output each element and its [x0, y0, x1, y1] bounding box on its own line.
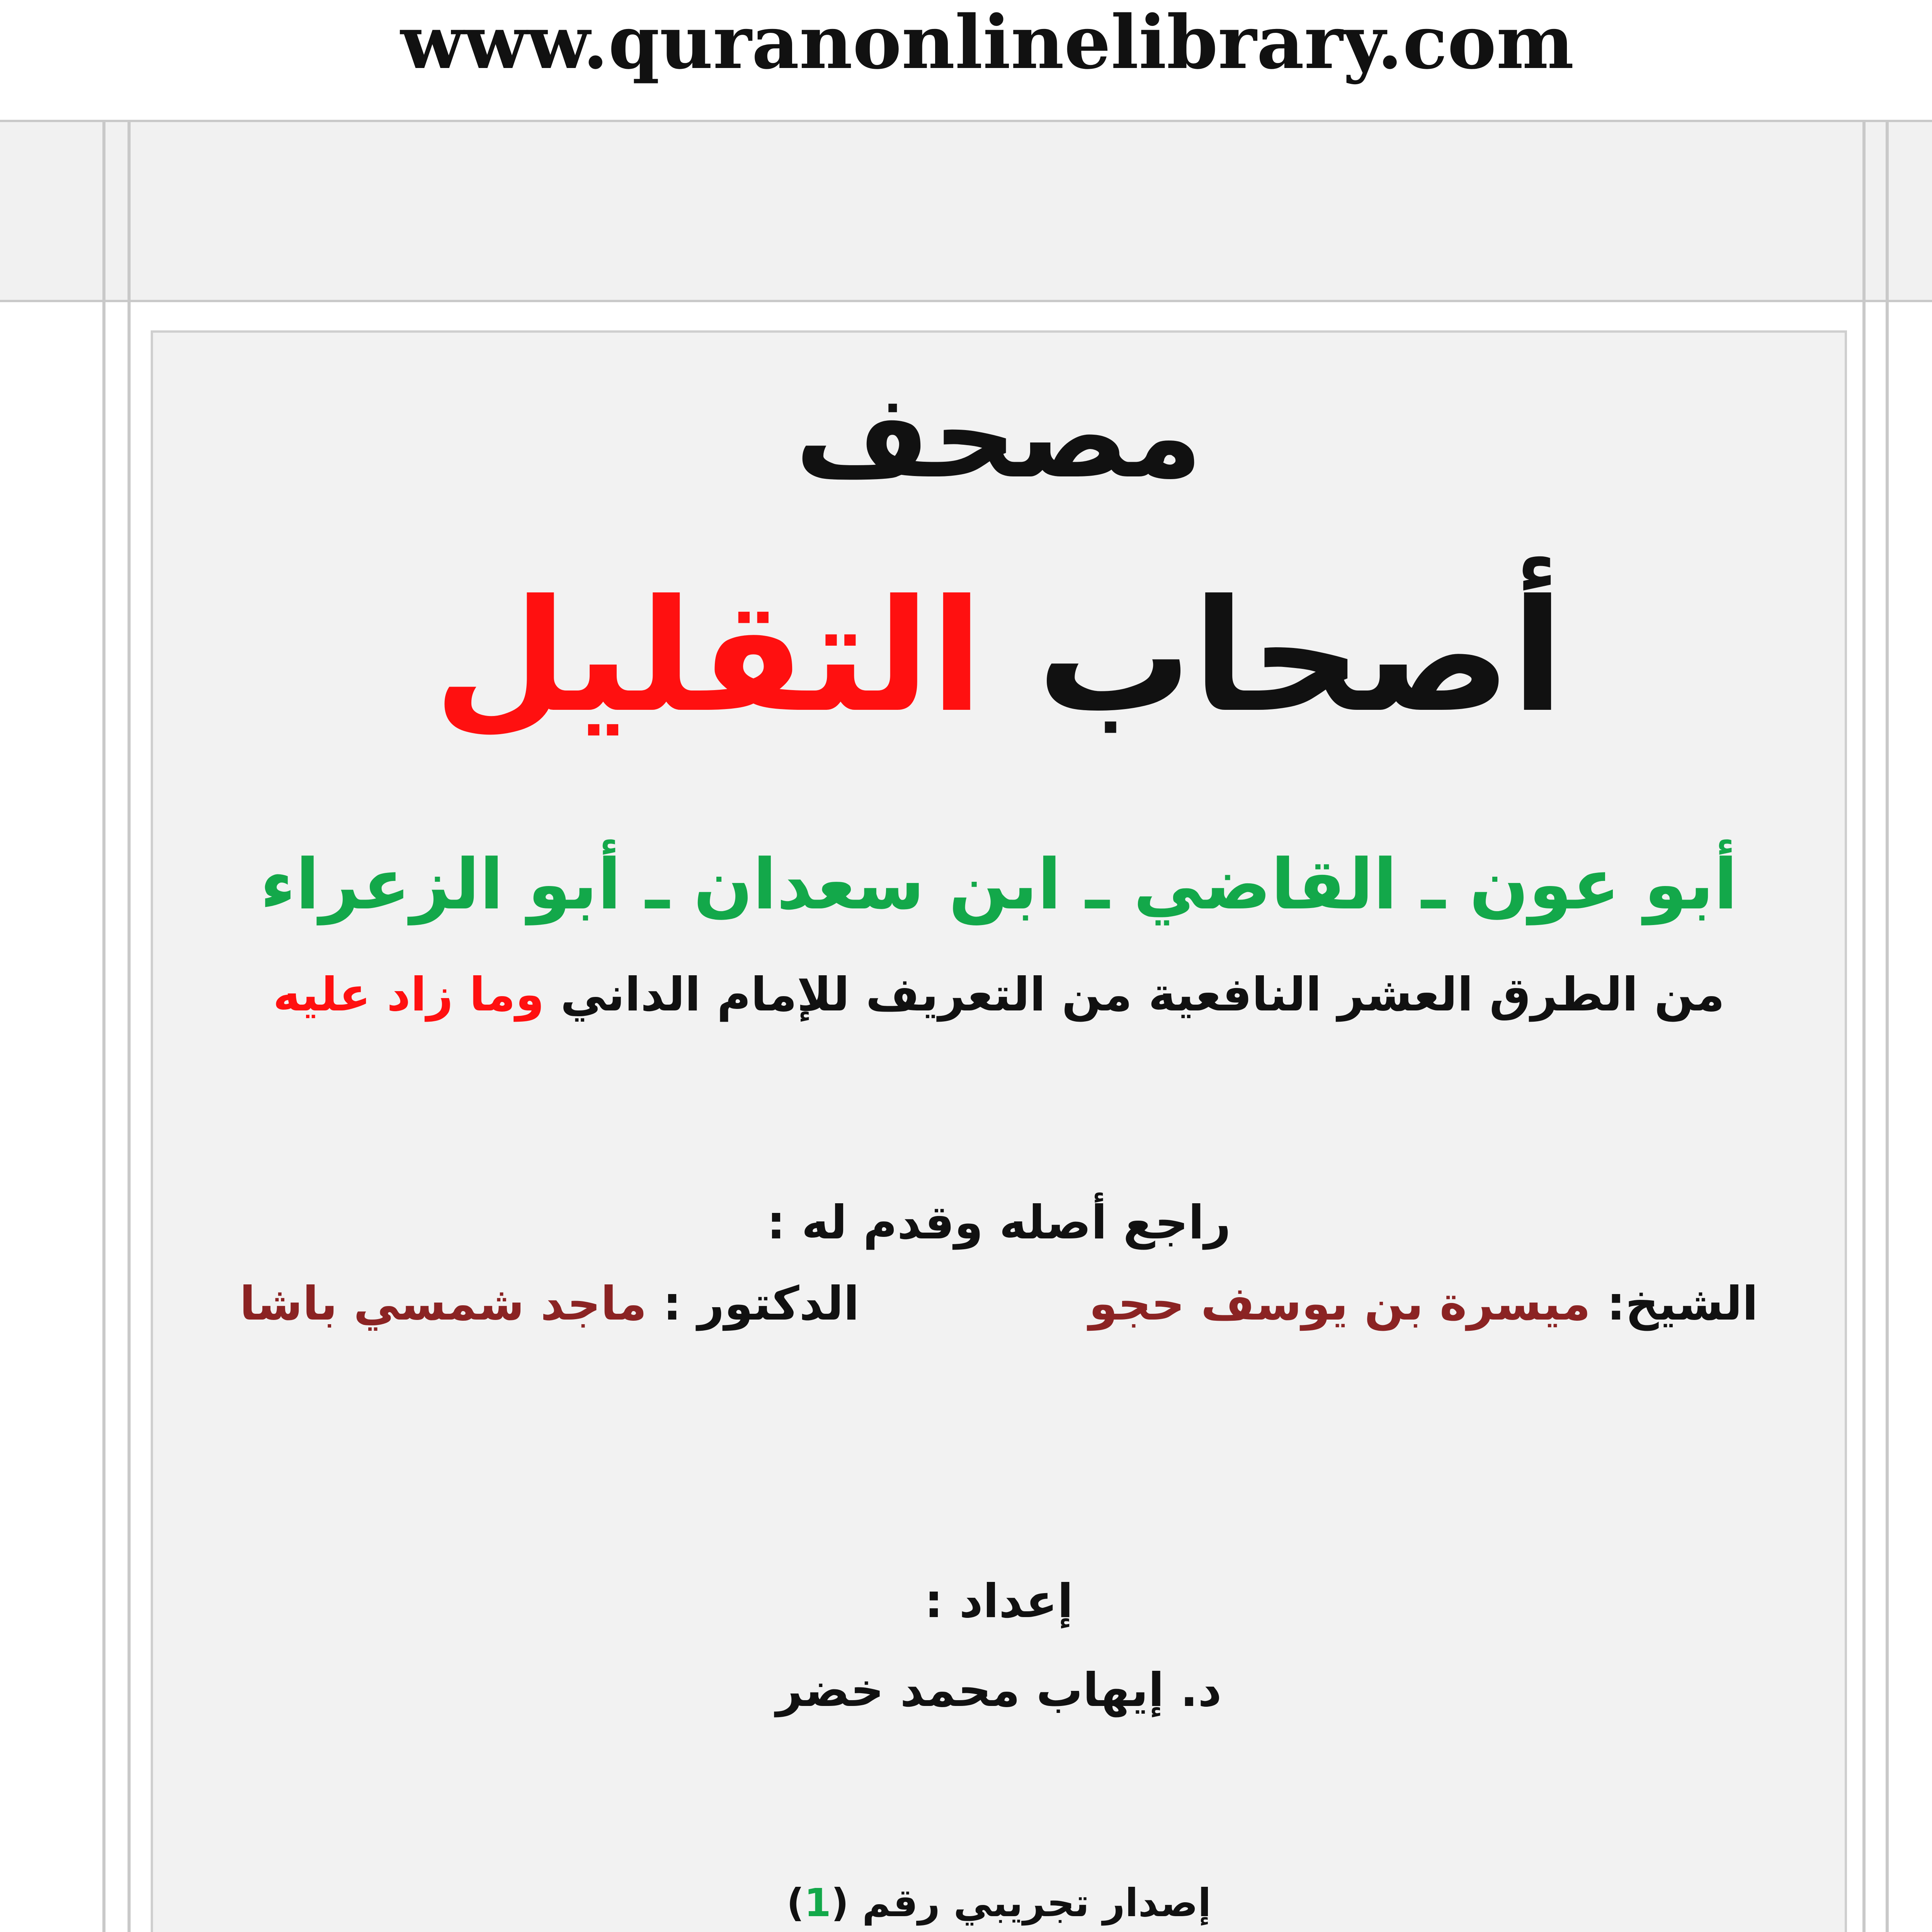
title-line-1: مصحف — [795, 369, 1203, 504]
author-name: د. إيهاب محمد خضر — [776, 1663, 1222, 1717]
edition-line — [151, 1874, 1847, 1932]
frame-line — [102, 120, 105, 1932]
narrators-names: أبو عون ـ القاضي ـ ابن سعدان ـ أبو الزعراء — [260, 844, 1738, 925]
edition-close: ) — [786, 1880, 804, 1925]
doctor-name: ماجد شمسي باشا — [240, 1277, 647, 1331]
site-url: www.quranonlinelibrary.com — [400, 0, 1574, 85]
reviewed-by-label: راجع أصله وقدم له : — [767, 1196, 1231, 1250]
doctor-credit — [240, 1271, 859, 1337]
source-line — [151, 962, 1847, 1028]
source-text: من الطرق العشر النافعية من التعريف للإمام الداني — [560, 968, 1725, 1022]
title-word-taqleel: التقليل — [434, 567, 983, 747]
title-word-ashab: أصحاب — [1037, 567, 1564, 747]
frame-line — [128, 120, 131, 1932]
edition-text: إصدار تجريبي رقم ( — [831, 1880, 1211, 1925]
sheikh-name: ميسرة بن يوسف حجو — [1088, 1277, 1591, 1331]
frame-line — [1886, 120, 1889, 1932]
edition-number: 1 — [804, 1880, 831, 1925]
prepared-by-label: إعداد : — [924, 1575, 1073, 1628]
sheikh-label: الشيخ: — [1607, 1277, 1758, 1331]
title-line-2 — [151, 560, 1847, 753]
doctor-label: الدكتور : — [663, 1277, 860, 1331]
sheikh-credit — [1089, 1271, 1758, 1337]
frame-top-band — [0, 120, 1932, 302]
source-addition: وما زاد عليه — [273, 968, 544, 1022]
frame-line — [1862, 120, 1866, 1932]
